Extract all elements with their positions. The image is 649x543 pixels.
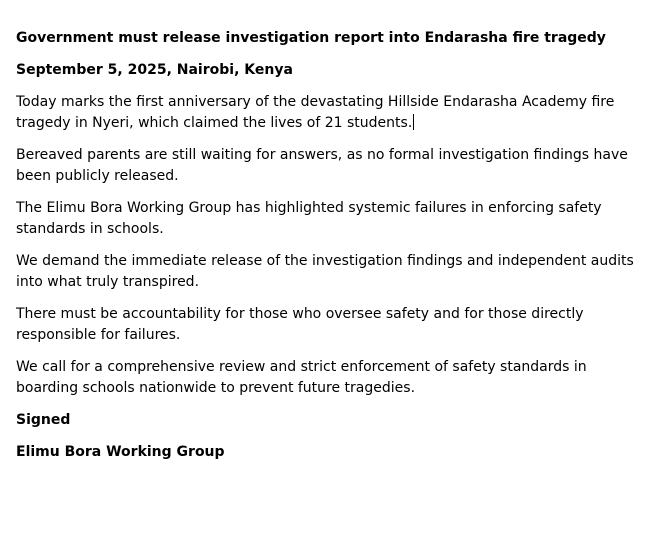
signatory: Elimu Bora Working Group [16,444,225,460]
paragraph-failures: The Elimu Bora Working Group has highlighted systemic failures in enforcing safety standards in schools. [16,200,602,237]
paragraph-review: We call for a comprehensive review and strict enforcement of safety standards in boarding schools nationwide to prevent future tragedies. [16,359,587,396]
text-cursor [413,114,414,130]
paragraph-anniversary [16,92,634,134]
paragraph-parents: Bereaved parents are still waiting for answers, as no formal investigation findings have been publicly released. [16,147,628,184]
paragraph-demand: We demand the immediate release of the investigation findings and independent audits into what truly transpired. [16,253,634,290]
paragraph-accountability: There must be accountability for those who oversee safety and for those directly responsible for failures. [16,306,584,343]
dateline: September 5, 2025, Nairobi, Kenya [16,62,293,78]
document-title: Government must release investigation report into Endarasha fire tragedy [16,30,606,46]
signed-label: Signed [16,412,71,428]
paragraph-anniversary-text: Today marks the first anniversary of the devastating Hillside Endarasha Academy fire tragedy in Nyeri, which claimed the lives of 21 students. [16,94,615,131]
document-body[interactable] [16,28,634,474]
